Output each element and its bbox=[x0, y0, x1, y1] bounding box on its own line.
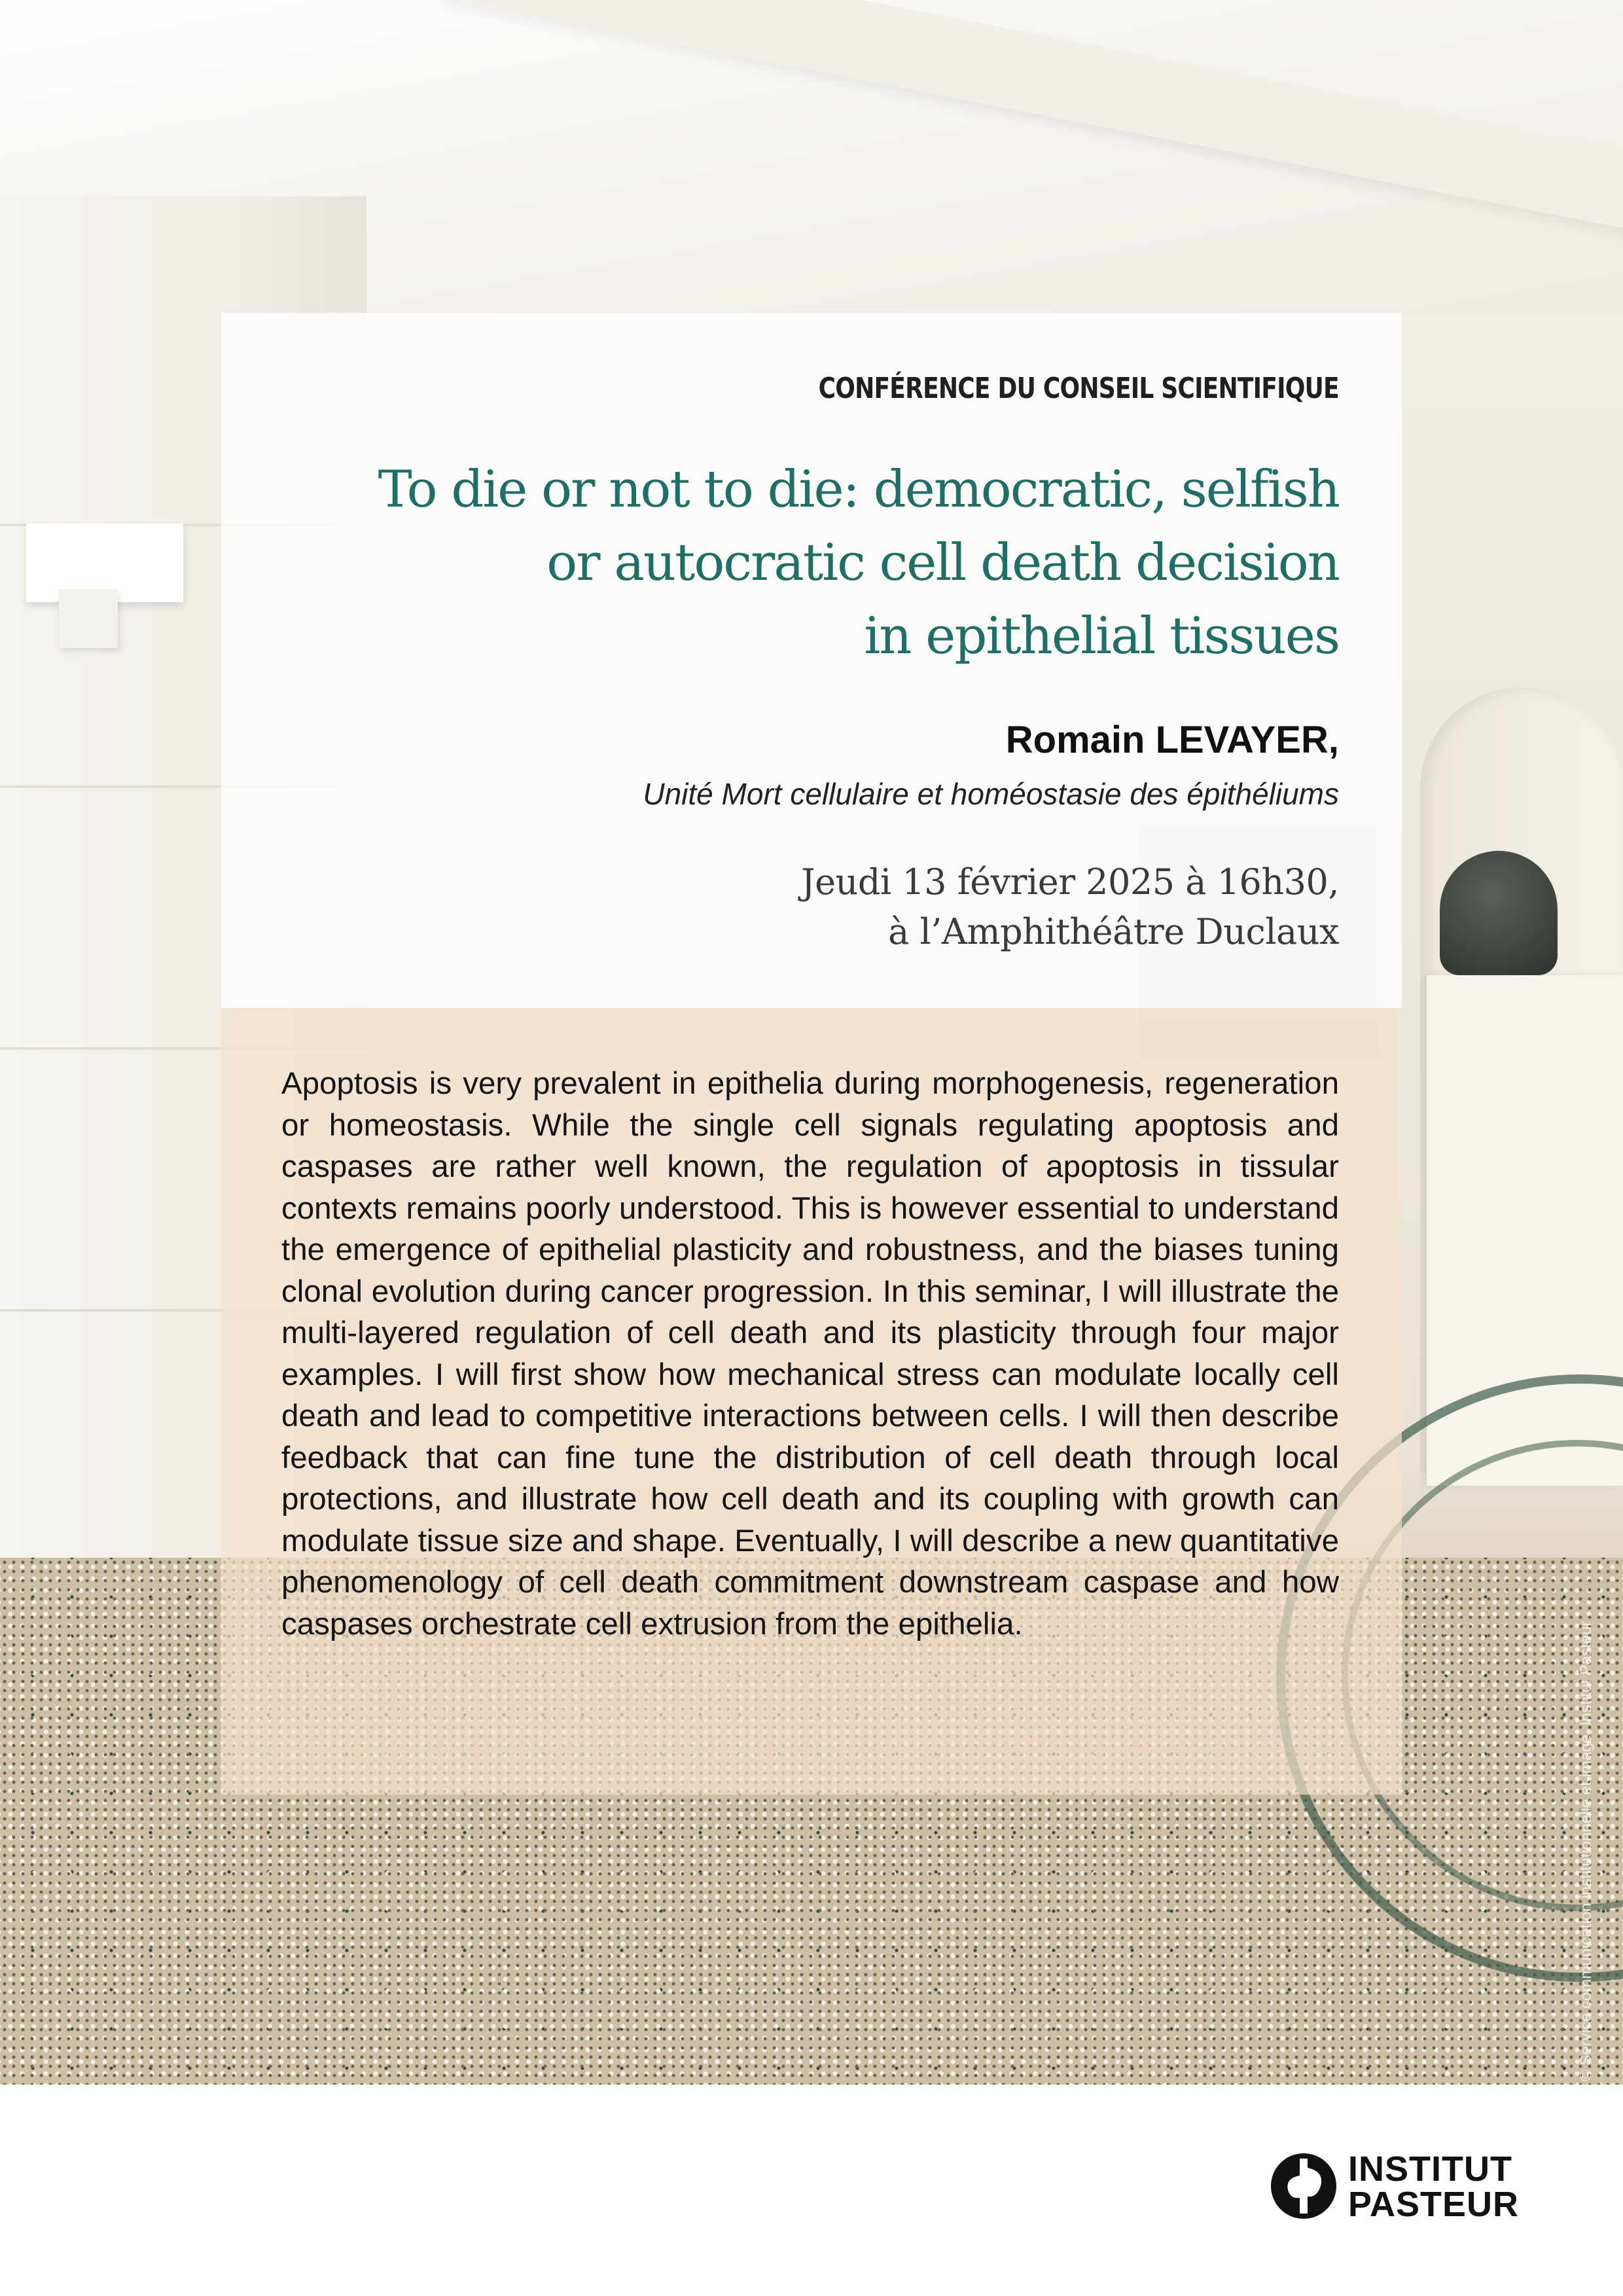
talk-title-line: To die or not to die: democratic, selfish bbox=[378, 460, 1339, 519]
photo-credit: © Service communication institutionnelle et image, Institut Pasteur bbox=[1577, 1621, 1595, 2081]
speaker-name: Romain LEVAYER, bbox=[1005, 719, 1339, 761]
event-date: Jeudi 13 février 2025 à 16h30, bbox=[800, 861, 1339, 903]
speaker-unit: Unité Mort cellulaire et homéostasie des épithéliums bbox=[643, 777, 1339, 811]
talk-title-line: or autocratic cell death decision bbox=[546, 533, 1339, 592]
event-place: à l’Amphithéâtre Duclaux bbox=[888, 911, 1339, 952]
talk-title-line: in epithelial tissues bbox=[864, 607, 1339, 666]
conference-kicker: CONFÉRENCE DU CONSEIL SCIENTIFIQUE bbox=[818, 372, 1339, 405]
talk-title bbox=[357, 453, 1339, 673]
abstract-text: Apoptosis is very prevalent in epithelia during morphogenesis, regeneration or homeostasis. While the single cell signals regulating apoptosis and caspases are rather well known, the regulation of apoptosis in tissular contexts remains poorly understood. This is however essential to understand the emergence of epithelial plasticity and robustness, and the biases tuning clonal evolution during cancer progression. In this seminar, I will illustrate the multi-layered regulation of cell death and its plasticity through four major examples. I will first show how mechanical stress can modulate locally cell death and lead to competitive interactions between cells. I will then describe feedback that can fine tune the distribution of cell death through local protections, and illustrate how cell death and its coupling with growth can modulate tissue size and shape. Eventually, I will describe a new quantitative phenomenology of cell death commitment downstream caspase and how caspases orchestrate cell extrusion from the epithelia. bbox=[281, 1066, 1339, 1641]
wall-lamp-arm bbox=[59, 589, 118, 648]
bust-sculpture bbox=[1440, 851, 1558, 975]
logo-text-line: INSTITUT bbox=[1348, 2149, 1512, 2189]
event-datetime bbox=[801, 857, 1339, 957]
institut-pasteur-logo bbox=[1270, 2148, 1544, 2227]
logo-text-line: PASTEUR bbox=[1348, 2185, 1520, 2224]
institut-pasteur-logo-icon bbox=[1270, 2152, 1338, 2220]
